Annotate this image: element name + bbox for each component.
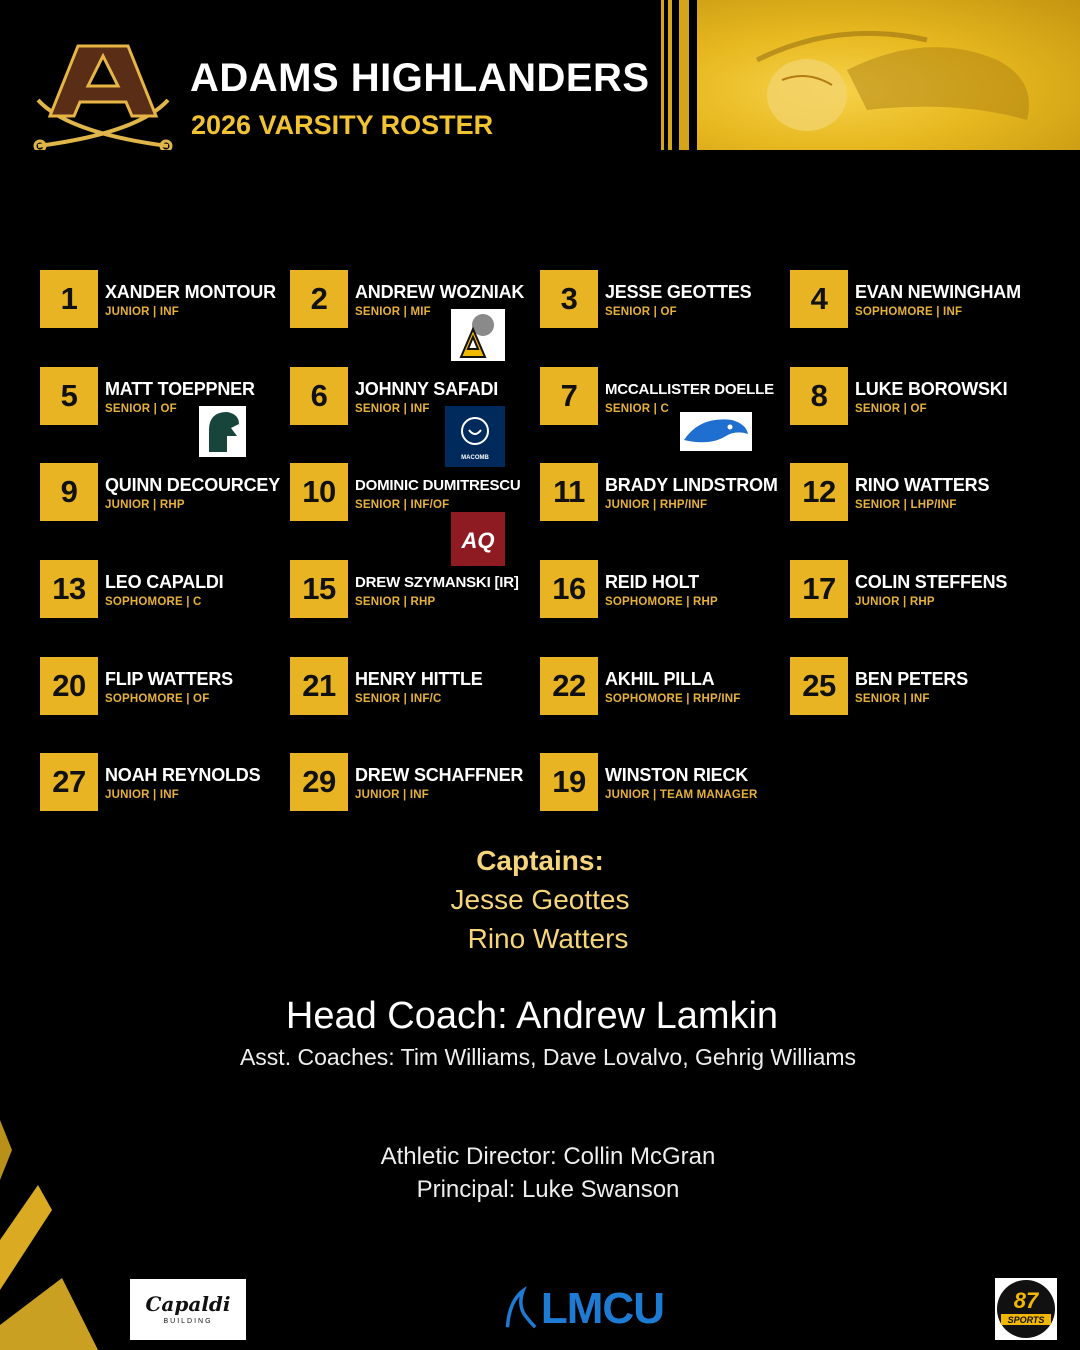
player-name: COLIN STEFFENS	[855, 572, 1008, 592]
jersey-number: 5	[40, 367, 98, 425]
jersey-number: 19	[540, 753, 598, 811]
svg-text:MACOMB: MACOMB	[461, 455, 489, 461]
player-class-position: SOPHOMORE | RHP/INF	[605, 693, 741, 705]
player-name: EVAN NEWINGHAM	[855, 282, 1021, 302]
player-class-position: SENIOR | RHP	[355, 596, 436, 608]
jersey-number: 21	[290, 657, 348, 715]
jersey-number: 25	[790, 657, 848, 715]
player-name: AKHIL PILLA	[605, 669, 715, 689]
player-name: LUKE BOROWSKI	[855, 379, 1008, 399]
roster-entry	[540, 560, 785, 620]
jersey-number: 15	[290, 560, 348, 618]
principal: Principal: Luke Swanson	[416, 1176, 680, 1203]
player-class-position: SENIOR | INF/OF	[355, 499, 450, 511]
svg-text:AQ: AQ	[461, 528, 495, 553]
capaldi-wordmark: Capaldi	[145, 1292, 231, 1316]
player-name: RINO WATTERS	[855, 475, 990, 495]
captains-title: Captains:	[476, 845, 604, 876]
jersey-number: 20	[40, 657, 98, 715]
player-name: DREW SZYMANSKI [IR]	[355, 574, 519, 591]
jersey-number: 4	[790, 270, 848, 328]
player-name: WINSTON RIECK	[605, 765, 749, 785]
jersey-number: 27	[40, 753, 98, 811]
athletic-director: Athletic Director: Collin McGran	[380, 1143, 716, 1170]
player-name: LEO CAPALDI	[105, 572, 224, 592]
jersey-number: 2	[290, 270, 348, 328]
player-name: MCCALLISTER DOELLE	[605, 381, 774, 398]
svg-text:87: 87	[1013, 1288, 1039, 1313]
spartan-helmet-logo	[199, 406, 246, 457]
jersey-number: 6	[290, 367, 348, 425]
roster-entry	[540, 753, 785, 813]
player-name: DOMINIC DUMITRESCU	[355, 477, 521, 494]
player-name: QUINN DECOURCEY	[105, 475, 281, 495]
player-name: ANDREW WOZNIAK	[355, 282, 525, 302]
team-title: ADAMS HIGHLANDERS	[190, 56, 650, 100]
roster-entry	[790, 463, 1035, 523]
lmcu-wordmark: LMCU	[540, 1284, 664, 1333]
roster-entry	[290, 560, 535, 620]
player-class-position: SENIOR | C	[605, 403, 670, 415]
hawk-head-logo	[680, 412, 752, 451]
baseball-glove-photo	[697, 0, 1080, 150]
roster-entry	[790, 560, 1035, 620]
player-name: FLIP WATTERS	[105, 669, 233, 689]
jersey-number: 16	[540, 560, 598, 618]
player-class-position: JUNIOR | RHP	[105, 499, 185, 511]
player-name: BEN PETERS	[855, 669, 969, 689]
aq-monogram-logo	[451, 512, 505, 566]
jersey-number: 1	[40, 270, 98, 328]
jersey-number: 13	[40, 560, 98, 618]
player-name: DREW SCHAFFNER	[355, 765, 524, 785]
capaldi-subtext: BUILDING	[163, 1318, 213, 1325]
jersey-number: 9	[40, 463, 98, 521]
player-class-position: SENIOR | INF	[855, 693, 930, 705]
player-class-position: JUNIOR | RHP	[855, 596, 935, 608]
head-coach: Head Coach: Andrew Lamkin	[285, 995, 779, 1037]
captain-name: Rino Watters	[467, 923, 629, 954]
player-class-position: SENIOR | LHP/INF	[855, 499, 957, 511]
player-class-position: JUNIOR | INF	[105, 306, 179, 318]
player-name: BRADY LINDSTROM	[605, 475, 778, 495]
jersey-number: 12	[790, 463, 848, 521]
roster-entry	[40, 560, 285, 620]
jersey-number: 10	[290, 463, 348, 521]
captain-name: Jesse Geottes	[450, 884, 630, 915]
player-class-position: JUNIOR | INF	[355, 789, 429, 801]
assistant-coaches: Asst. Coaches: Tim Williams, Dave Lovalvo, Gehrig Williams	[239, 1044, 857, 1070]
jersey-number: 17	[790, 560, 848, 618]
player-class-position: JUNIOR | TEAM MANAGER	[605, 789, 758, 801]
roster-entry	[790, 367, 1035, 427]
jersey-number: 29	[290, 753, 348, 811]
player-class-position: SENIOR | OF	[855, 403, 927, 415]
player-name: MATT TOEPPNER	[105, 379, 255, 399]
svg-text:SPORTS: SPORTS	[1007, 1315, 1045, 1325]
header-stripe	[679, 0, 689, 150]
capaldi-sponsor-logo	[130, 1279, 246, 1340]
roster-entry	[40, 270, 285, 330]
player-class-position: SENIOR | INF/C	[355, 693, 442, 705]
lmcu-mark-icon	[504, 1286, 537, 1332]
player-class-position: JUNIOR | RHP/INF	[605, 499, 708, 511]
player-name: HENRY HITTLE	[355, 669, 483, 689]
roster-entry	[290, 753, 535, 813]
player-class-position: SOPHOMORE | RHP	[605, 596, 718, 608]
player-class-position: SOPHOMORE | OF	[105, 693, 210, 705]
player-class-position: SENIOR | INF	[355, 403, 430, 415]
player-name: REID HOLT	[605, 572, 699, 592]
jersey-number: 22	[540, 657, 598, 715]
header-stripe	[668, 0, 672, 150]
player-class-position: SENIOR | MIF	[355, 306, 431, 318]
jersey-number: 8	[790, 367, 848, 425]
bulldog-mascot-logo	[451, 309, 505, 361]
roster-entry	[790, 270, 1035, 330]
roster-entry	[290, 657, 535, 717]
team-logo	[28, 38, 178, 150]
roster-entry	[40, 753, 285, 813]
player-name: JOHNNY SAFADI	[355, 379, 499, 399]
player-name: NOAH REYNOLDS	[105, 765, 261, 785]
lion-shield-logo	[445, 406, 505, 467]
roster-entry	[540, 657, 785, 717]
jersey-number: 7	[540, 367, 598, 425]
jersey-number: 11	[540, 463, 598, 521]
roster-entry	[40, 367, 285, 427]
lmcu-sponsor-logo	[504, 1283, 664, 1335]
player-class-position: JUNIOR | INF	[105, 789, 179, 801]
player-name: JESSE GEOTTES	[605, 282, 752, 302]
87-sports-sponsor-logo	[995, 1278, 1057, 1340]
header-stripe	[661, 0, 664, 150]
roster-entry	[540, 463, 785, 523]
roster-entry	[40, 463, 285, 523]
player-class-position: SENIOR | OF	[105, 403, 177, 415]
roster-entry	[40, 657, 285, 717]
player-class-position: SOPHOMORE | C	[105, 596, 202, 608]
player-class-position: SOPHOMORE | INF	[855, 306, 963, 318]
roster-entry	[540, 270, 785, 330]
jersey-number: 3	[540, 270, 598, 328]
player-class-position: SENIOR | OF	[605, 306, 677, 318]
roster-entry	[790, 657, 1035, 717]
roster-subtitle: 2026 VARSITY ROSTER	[191, 110, 494, 140]
player-name: XANDER MONTOUR	[105, 282, 276, 302]
